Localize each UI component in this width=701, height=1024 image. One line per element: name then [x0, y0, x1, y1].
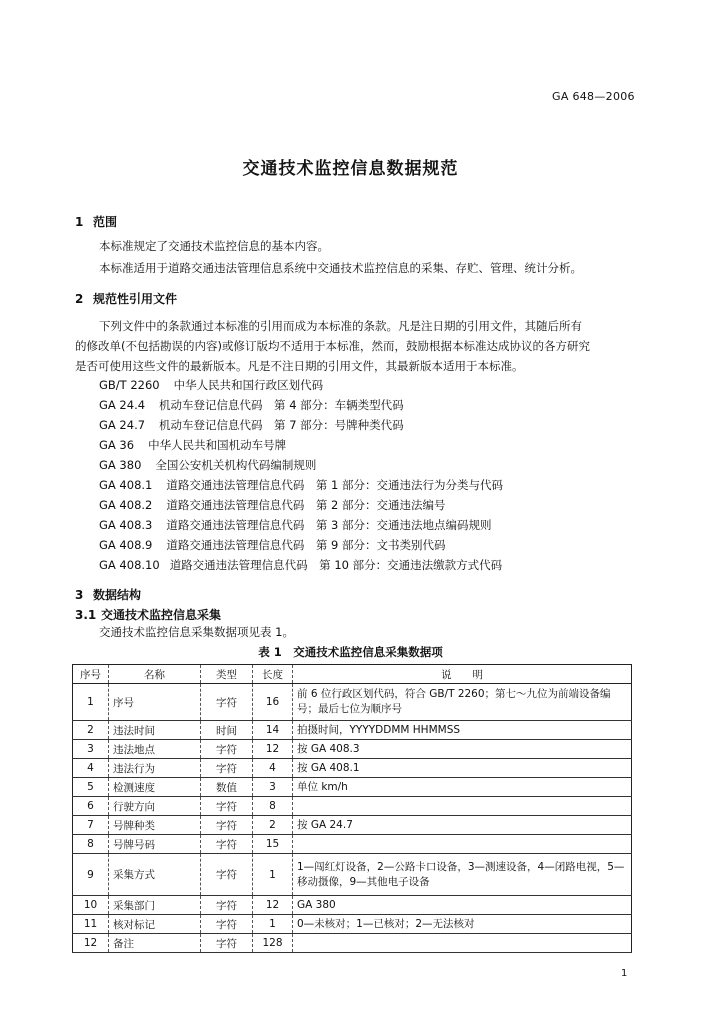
cell-no: 10 [73, 896, 109, 915]
table-row [73, 759, 632, 778]
cell-no: 11 [73, 915, 109, 934]
cell-length: 14 [253, 721, 293, 740]
table-caption: 表 1 交通技术监控信息采集数据项 [258, 645, 443, 659]
reference-item [99, 477, 503, 493]
reference-code: GB/T 2260 [99, 378, 160, 392]
reference-item [99, 497, 445, 513]
cell-length: 1 [253, 915, 293, 934]
data-items-table [72, 664, 632, 953]
cell-name: 核对标记 [109, 915, 201, 934]
cell-description [293, 797, 632, 816]
reference-title: 机动车登记信息代码 第 7 部分：号牌种类代码 [159, 418, 404, 432]
cell-name: 序号 [109, 684, 201, 721]
table-row [73, 835, 632, 854]
table-row [73, 740, 632, 759]
cell-name: 违法地点 [109, 740, 201, 759]
cell-description: 拍摄时间，YYYYDDMM HHMMSS [293, 721, 632, 740]
paragraph: 的修改单(不包括勘误的内容)或修订版均不适用于本标准，然而，鼓励根据本标准达成协议的各方研究 [75, 339, 590, 353]
cell-name: 违法行为 [109, 759, 201, 778]
cell-name: 采集方式 [109, 854, 201, 896]
reference-code: GA 24.4 [99, 398, 146, 412]
reference-item [99, 377, 323, 393]
table-row [73, 915, 632, 934]
cell-length: 1 [253, 854, 293, 896]
cell-description: 按 GA 408.1 [293, 759, 632, 778]
cell-no: 4 [73, 759, 109, 778]
column-header: 名称 [109, 665, 201, 684]
section-title: 数据结构 [93, 588, 142, 602]
column-header: 序号 [73, 665, 109, 684]
cell-length: 4 [253, 759, 293, 778]
reference-title: 道路交通违法管理信息代码 第 10 部分：交通违法缴款方式代码 [169, 558, 503, 572]
table-row [73, 934, 632, 953]
reference-title: 全国公安机关机构代码编制规则 [155, 458, 317, 472]
reference-title: 道路交通违法管理信息代码 第 1 部分：交通违法行为分类与代码 [166, 478, 503, 492]
cell-length: 128 [253, 934, 293, 953]
reference-item [99, 557, 502, 573]
cell-name: 检测速度 [109, 778, 201, 797]
subsection-title: 交通技术监控信息采集 [101, 608, 222, 622]
reference-title: 道路交通违法管理信息代码 第 2 部分：交通违法编号 [166, 498, 446, 512]
section-number: 3 [75, 588, 84, 602]
cell-no: 5 [73, 778, 109, 797]
reference-title: 机动车登记信息代码 第 4 部分：车辆类型代码 [159, 398, 404, 412]
reference-code: GA 380 [99, 458, 142, 472]
table-row [73, 816, 632, 835]
section-3-heading [75, 586, 141, 603]
cell-length: 8 [253, 797, 293, 816]
cell-name: 备注 [109, 934, 201, 953]
section-1-heading [75, 213, 117, 230]
section-number: 2 [75, 292, 84, 306]
column-header: 长度 [253, 665, 293, 684]
section-2-heading [75, 290, 177, 307]
cell-type: 时间 [201, 721, 253, 740]
cell-no: 6 [73, 797, 109, 816]
reference-code: GA 408.9 [99, 538, 153, 552]
cell-type: 字符 [201, 759, 253, 778]
reference-item [99, 437, 286, 453]
paragraph: 本标准适用于道路交通违法管理信息系统中交通技术监控信息的采集、存贮、管理、统计分析。 [99, 261, 582, 275]
cell-no: 12 [73, 934, 109, 953]
reference-code: GA 36 [99, 438, 135, 452]
cell-description: GA 380 [293, 896, 632, 915]
subsection-number: 3.1 [75, 608, 97, 622]
cell-name: 号牌种类 [109, 816, 201, 835]
table-row [73, 778, 632, 797]
paragraph: 是否可使用这些文件的最新版本。凡是不注日期的引用文件，其最新版本适用于本标准。 [75, 359, 524, 373]
section-number: 1 [75, 215, 84, 229]
reference-code: GA 408.2 [99, 498, 153, 512]
cell-type: 字符 [201, 835, 253, 854]
cell-no: 9 [73, 854, 109, 896]
cell-type: 字符 [201, 797, 253, 816]
cell-name: 号牌号码 [109, 835, 201, 854]
reference-item [99, 537, 445, 553]
cell-type: 字符 [201, 816, 253, 835]
cell-length: 3 [253, 778, 293, 797]
cell-name: 违法时间 [109, 721, 201, 740]
paragraph: 下列文件中的条款通过本标准的引用而成为本标准的条款。凡是注日期的引用文件，其随后所有 [99, 319, 582, 333]
cell-no: 2 [73, 721, 109, 740]
table-header-row [73, 665, 632, 684]
table-row [73, 797, 632, 816]
column-header: 类型 [201, 665, 253, 684]
subsection-3-1-heading [75, 606, 221, 623]
cell-description: 1—闯红灯设备，2—公路卡口设备，3—测速设备，4—闭路电视，5—移动摄像，9—其他电子设备 [293, 854, 632, 896]
table-row [73, 721, 632, 740]
paragraph: 本标准规定了交通技术监控信息的基本内容。 [99, 239, 329, 253]
cell-description [293, 835, 632, 854]
reference-code: GA 408.3 [99, 518, 153, 532]
section-title: 规范性引用文件 [93, 292, 178, 306]
cell-name: 行驶方向 [109, 797, 201, 816]
cell-no: 7 [73, 816, 109, 835]
cell-length: 12 [253, 896, 293, 915]
cell-type: 字符 [201, 740, 253, 759]
cell-length: 16 [253, 684, 293, 721]
section-title: 范围 [93, 215, 118, 229]
table-row [73, 854, 632, 896]
reference-item [99, 517, 491, 533]
cell-name: 采集部门 [109, 896, 201, 915]
cell-description [293, 934, 632, 953]
page-number: 1 [621, 968, 628, 979]
reference-title: 中华人民共和国行政区划代码 [173, 378, 324, 392]
table-row [73, 896, 632, 915]
reference-code: GA 408.1 [99, 478, 153, 492]
reference-item [99, 417, 404, 433]
reference-title: 中华人民共和国机动车号牌 [148, 438, 287, 452]
cell-description: 0—未核对；1—已核对；2—无法核对 [293, 915, 632, 934]
cell-type: 数值 [201, 778, 253, 797]
cell-length: 2 [253, 816, 293, 835]
reference-code: GA 24.7 [99, 418, 146, 432]
reference-title: 道路交通违法管理信息代码 第 9 部分：文书类别代码 [166, 538, 446, 552]
column-header: 说 明 [293, 665, 632, 684]
table-row [73, 684, 632, 721]
cell-type: 字符 [201, 896, 253, 915]
cell-type: 字符 [201, 684, 253, 721]
cell-description: 按 GA 24.7 [293, 816, 632, 835]
cell-length: 12 [253, 740, 293, 759]
standard-number: GA 648—2006 [552, 90, 635, 103]
cell-description: 单位 km/h [293, 778, 632, 797]
cell-description: 前 6 位行政区划代码，符合 GB/T 2260；第七～九位为前端设备编号；最后七位为顺序号 [293, 684, 632, 721]
cell-type: 字符 [201, 854, 253, 896]
document-title: 交通技术监控信息数据规范 [242, 159, 459, 179]
cell-no: 1 [73, 684, 109, 721]
paragraph: 交通技术监控信息采集数据项见表 1。 [99, 625, 294, 639]
cell-length: 15 [253, 835, 293, 854]
cell-type: 字符 [201, 934, 253, 953]
reference-item [99, 397, 404, 413]
cell-description: 按 GA 408.3 [293, 740, 632, 759]
reference-title: 道路交通违法管理信息代码 第 3 部分：交通违法地点编码规则 [166, 518, 492, 532]
cell-type: 字符 [201, 915, 253, 934]
cell-no: 3 [73, 740, 109, 759]
cell-no: 8 [73, 835, 109, 854]
reference-code: GA 408.10 [99, 558, 160, 572]
reference-item [99, 457, 316, 473]
